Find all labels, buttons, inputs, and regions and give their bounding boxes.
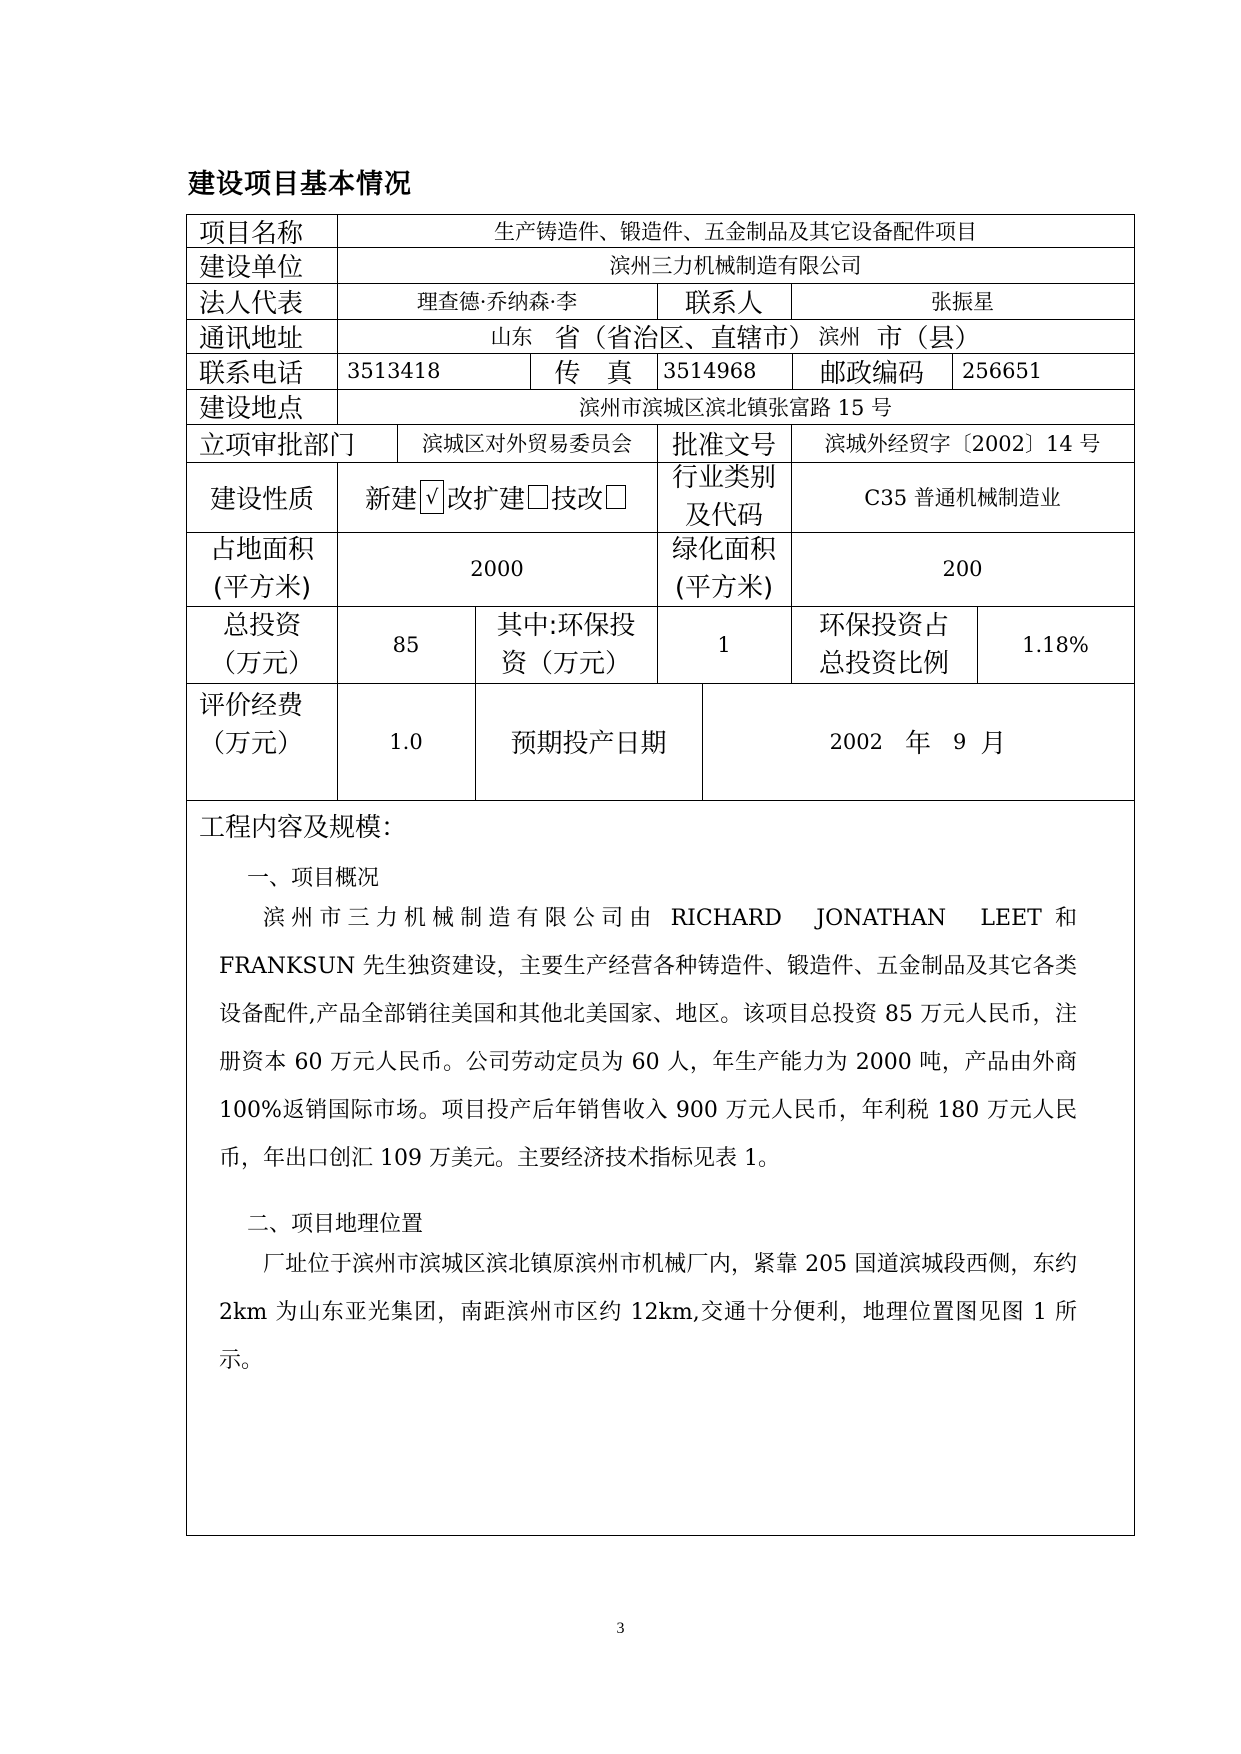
contact-value: 张振星 (931, 290, 994, 314)
option-tech: 技改 (551, 484, 604, 515)
location-label: 建设地点 (199, 394, 304, 424)
nature-label: 建设性质 (209, 484, 314, 515)
address-label: 通讯地址 (199, 323, 304, 354)
investment-value: 85 (392, 632, 420, 657)
page-heading: 建设项目基本情况 (188, 169, 412, 200)
investment-label-line2: （万元） (209, 648, 314, 679)
legal-rep-value: 理查德·乔纳森·李 (416, 290, 578, 314)
green-label-line2: (平方米) (674, 573, 774, 603)
fee-label (187, 683, 337, 800)
industry-label-line2: 及代码 (684, 501, 763, 531)
section-1-heading: 一、项目概况 (247, 866, 380, 891)
industry-value: C35 普通机械制造业 (864, 486, 1061, 510)
env-label-line1: 其中:环保投 (496, 610, 636, 641)
checkbox-expand[interactable] (528, 485, 548, 509)
address-value (337, 319, 1134, 353)
env-ratio-value: 1.18% (1022, 632, 1089, 657)
year-unit: 年 (905, 729, 932, 759)
env-label-line2: 资（万元） (500, 648, 631, 679)
env-investment-value: 1 (717, 632, 731, 657)
industry-label (657, 462, 791, 532)
checkbox-tech[interactable] (606, 485, 626, 509)
option-new: 新建 (364, 484, 417, 515)
investment-label (187, 606, 337, 683)
fax-value: 3514968 (663, 359, 757, 383)
env-ratio-label (791, 606, 977, 683)
address-city: 滨州 (818, 325, 861, 349)
fee-label-line2: （万元） (199, 729, 304, 759)
area-value: 2000 (470, 557, 524, 581)
nature-options (337, 462, 657, 532)
ratio-label-line2: 总投资比例 (818, 648, 949, 679)
production-date-label: 预期投产日期 (510, 729, 667, 759)
checkbox-new[interactable]: √ (420, 480, 444, 514)
green-label-line1: 绿化面积 (671, 535, 776, 565)
content-title: 工程内容及规模： (199, 812, 408, 843)
postal-label: 邮政编码 (819, 358, 924, 389)
phone-label: 联系电话 (199, 358, 304, 389)
production-date-value (702, 683, 1134, 800)
green-area-label (657, 532, 791, 606)
fax-label: 传 真 (554, 358, 633, 389)
builder-value: 滨州三力机械制造有限公司 (609, 254, 862, 278)
section-1-paragraph: 滨州市三力机械制造有限公司由 RICHARD JONATHAN LEET 和 FRANKSUN 先生独资建设，主要生产经营各种铸造件、锻造件、五金制品及其它各类设备配件,产品全部销往美国和其他北美国家、地区。该项目总投资 85 万元人民币，注册资本 60 万元人民币。公司劳动定员为 60 人，年生产能力为 2000 吨，产品由外商 100%返销国际市场。项目投产后年销售收入 900 万元人民币，年利税 180 万元人民币，年出口创汇 109 万美元。主要经济技术指标见表 1。 (219, 906, 1077, 1171)
env-investment-label (475, 606, 657, 683)
address-city-suffix: 市（县） (876, 323, 981, 354)
address-province: 山东 (490, 325, 533, 349)
project-info-form (186, 214, 1135, 1536)
project-name-label: 项目名称 (199, 218, 304, 249)
phone-value: 3513418 (347, 359, 441, 383)
production-year: 2002 (829, 729, 884, 754)
page-number: 3 (616, 1620, 625, 1637)
production-month: 9 (953, 729, 967, 754)
investment-label-line1: 总投资 (222, 610, 301, 641)
fee-label-line1: 评价经费 (199, 691, 304, 721)
approval-dept-value: 滨城区对外贸易委员会 (422, 432, 632, 456)
green-area-value: 200 (942, 557, 983, 581)
approval-doc-label: 批准文号 (671, 430, 776, 461)
postal-value: 256651 (962, 359, 1043, 383)
address-province-suffix: 省（省治区、直辖市） (554, 323, 815, 354)
fee-value: 1.0 (389, 729, 423, 754)
section-2-paragraph: 厂址位于滨州市滨城区滨北镇原滨州市机械厂内，紧靠 205 国道滨城段西侧，东约 2km 为山东亚光集团，南距滨州市区约 12km,交通十分便利，地理位置图见图 1 所示。 (219, 1252, 1077, 1373)
section-2-heading: 二、项目地理位置 (247, 1212, 424, 1237)
option-expand: 改扩建 (446, 484, 525, 515)
approval-dept-label: 立项审批部门 (199, 430, 356, 461)
project-name-value: 生产铸造件、锻造件、五金制品及其它设备配件项目 (494, 220, 977, 244)
area-label-line1: 占地面积 (209, 535, 314, 565)
contact-label: 联系人 (684, 288, 763, 319)
approval-doc-value: 滨城外经贸字〔2002〕14 号 (824, 432, 1101, 456)
month-unit: 月 (980, 729, 1007, 759)
legal-rep-label: 法人代表 (199, 288, 304, 319)
location-value: 滨州市滨城区滨北镇张富路 15 号 (578, 395, 893, 420)
area-label (187, 532, 337, 606)
ratio-label-line1: 环保投资占 (818, 610, 949, 641)
builder-label: 建设单位 (199, 252, 304, 283)
area-label-line2: (平方米) (212, 573, 312, 603)
industry-label-line1: 行业类别 (671, 463, 776, 493)
